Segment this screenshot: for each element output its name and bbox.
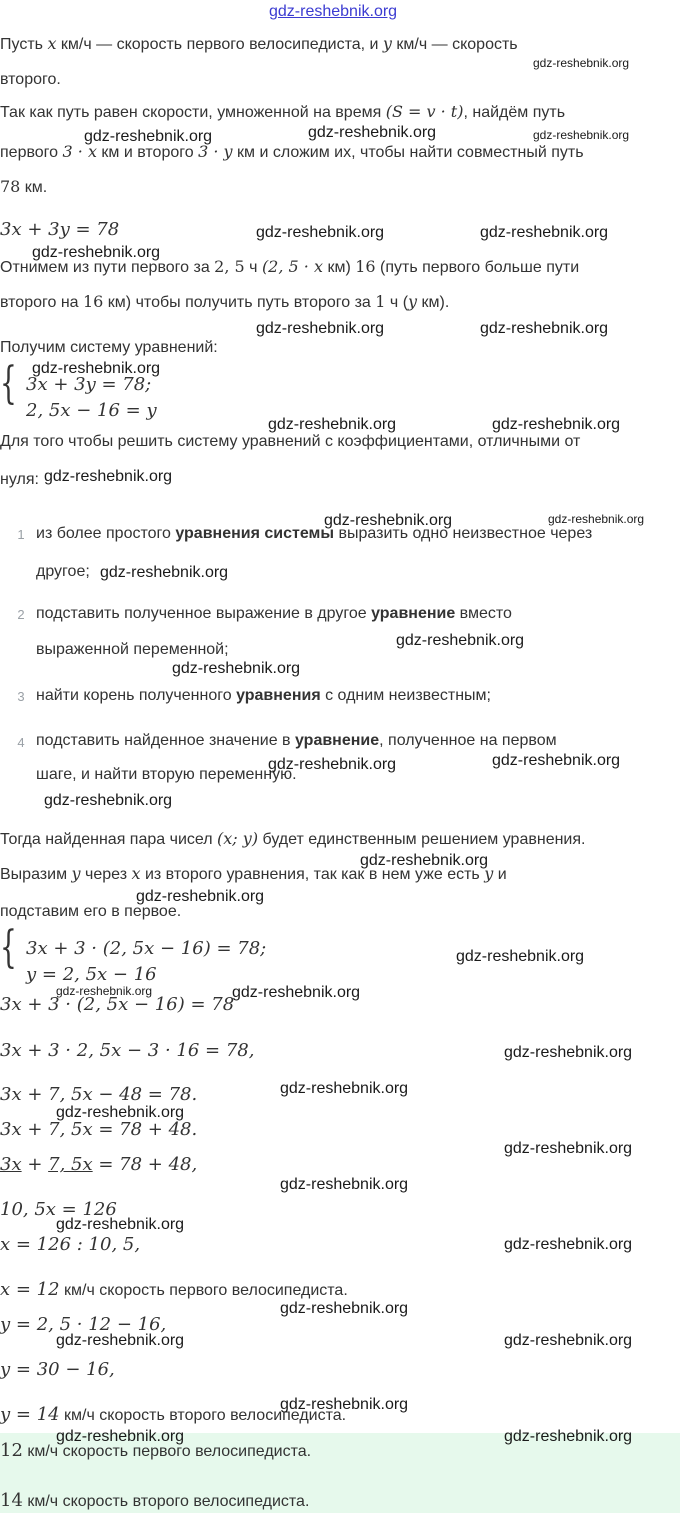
step-2-line-1: подставить полученное выражение в другое уравнение вместо xyxy=(36,605,512,622)
watermark: gdz-reshebnik.org xyxy=(56,1332,185,1349)
system1-eq-1: 3x + 3y = 78; xyxy=(26,374,152,395)
subtract-line-1: Отнимем из пути первого за 2, 5 ч (2, 5 · x км) 16 (путь первого больше пути xyxy=(0,257,580,276)
watermark: gdz-reshebnik.org xyxy=(32,360,161,377)
unique-solution-line: Тогда найденная пара чисел (x; y) будет единственным решением уравнения. xyxy=(0,829,586,848)
watermark: gdz-reshebnik.org xyxy=(504,1044,633,1061)
watermark: gdz-reshebnik.org xyxy=(480,320,609,337)
watermark: gdz-reshebnik.org xyxy=(56,1104,185,1121)
watermark: gdz-reshebnik.org xyxy=(232,984,361,1001)
watermark: gdz-reshebnik.org xyxy=(44,468,173,485)
watermark: gdz-reshebnik.org xyxy=(56,1216,185,1233)
calc-y-2: y = 30 − 16, xyxy=(0,1359,115,1380)
method-intro-line-2: нуля: xyxy=(0,471,39,488)
watermark: gdz-reshebnik.org xyxy=(533,56,630,70)
watermark: gdz-reshebnik.org xyxy=(548,512,645,526)
step-1-line-1: из более простого уравнения системы выразить одно неизвестное через xyxy=(36,525,593,542)
watermark: gdz-reshebnik.org xyxy=(396,632,525,649)
express-line-2: подставим его в первое. xyxy=(0,903,182,920)
subtract-line-2: второго на 16 км) чтобы получить путь второго за 1 ч (y км). xyxy=(0,292,450,311)
watermark: gdz-reshebnik.org xyxy=(268,756,397,773)
watermark: gdz-reshebnik.org xyxy=(32,244,161,261)
watermark: gdz-reshebnik.org xyxy=(136,888,265,905)
intro-line-2: второго. xyxy=(0,71,61,88)
system2-eq-1: 3x + 3 · (2, 5x − 16) = 78; xyxy=(26,938,267,959)
calc-y-1: y = 2, 5 · 12 − 16, xyxy=(0,1314,167,1335)
path-line-3: 78 км. xyxy=(0,177,48,196)
watermark: gdz-reshebnik.org xyxy=(308,124,437,141)
step-1-line-2: другое; xyxy=(36,563,90,580)
calc-step-4: 3x + 7, 5x = 78 + 48. xyxy=(0,1119,198,1140)
watermark: gdz-reshebnik.org xyxy=(280,1080,409,1097)
watermark: gdz-reshebnik.org xyxy=(44,792,173,809)
step-1-number: 1 xyxy=(17,527,25,542)
watermark: gdz-reshebnik.org xyxy=(280,1176,409,1193)
watermark: gdz-reshebnik.org xyxy=(504,1236,633,1253)
watermark: gdz-reshebnik.org xyxy=(100,564,229,581)
system-brace: { xyxy=(0,358,17,409)
step-4-number: 4 xyxy=(17,735,25,750)
step-4-line-2: шаге, и найти вторую переменную. xyxy=(36,766,297,783)
watermark: gdz-reshebnik.org xyxy=(280,1300,409,1317)
watermark: gdz-reshebnik.org xyxy=(324,512,453,529)
express-line-1: Выразим y через x из второго уравнения, так как в нем уже есть y и xyxy=(0,864,507,883)
watermark: gdz-reshebnik.org xyxy=(480,224,609,241)
watermark: gdz-reshebnik.org xyxy=(172,660,301,677)
equation-sum: 3x + 3y = 78 xyxy=(0,219,120,240)
path-line-2: первого 3 · x км и второго 3 · y км и сложим их, чтобы найти совместный путь xyxy=(0,142,584,161)
header-watermark-link[interactable]: gdz-reshebnik.org xyxy=(269,3,398,20)
watermark: gdz-reshebnik.org xyxy=(492,752,621,769)
x-result: x = 12 км/ч скорость первого велосипедиста. xyxy=(0,1279,348,1300)
calc-step-1: 3x + 3 · (2, 5x − 16) = 78 xyxy=(0,994,235,1015)
watermark: gdz-reshebnik.org xyxy=(492,416,621,433)
step-3-line-1: найти корень полученного уравнения с одним неизвестным; xyxy=(36,687,491,704)
system2-eq-2: y = 2, 5x − 16 xyxy=(26,964,157,985)
intro-line-1: Пусть x км/ч — скорость первого велосипедиста, и y км/ч — скорость xyxy=(0,34,518,53)
answer-line-2: 14 км/ч скорость второго велосипедиста. xyxy=(0,1490,310,1511)
calc-step-7: x = 126 : 10, 5, xyxy=(0,1234,141,1255)
step-2-number: 2 xyxy=(17,607,25,622)
calc-step-3: 3x + 7, 5x − 48 = 78. xyxy=(0,1084,198,1105)
system-intro: Получим систему уравнений: xyxy=(0,339,218,356)
step-4-line-1: подставить найденное значение в уравнение, полученное на первом xyxy=(36,732,557,749)
y-result: y = 14 км/ч скорость второго велосипедиста. xyxy=(0,1404,347,1425)
watermark: gdz-reshebnik.org xyxy=(280,1396,409,1413)
calc-step-2: 3x + 3 · 2, 5x − 3 · 16 = 78, xyxy=(0,1040,255,1061)
watermark: gdz-reshebnik.org xyxy=(504,1332,633,1349)
watermark: gdz-reshebnik.org xyxy=(533,128,630,142)
calc-step-6: 10, 5x = 126 xyxy=(0,1199,117,1220)
watermark: gdz-reshebnik.org xyxy=(504,1140,633,1157)
watermark: gdz-reshebnik.org xyxy=(56,984,153,998)
system2-brace: { xyxy=(0,922,17,973)
step-3-number: 3 xyxy=(17,689,25,704)
watermark: gdz-reshebnik.org xyxy=(456,948,585,965)
watermark: gdz-reshebnik.org xyxy=(256,224,385,241)
answer-line-1: 12 км/ч скорость первого велосипедиста. xyxy=(0,1440,312,1461)
watermark: gdz-reshebnik.org xyxy=(56,1428,185,1445)
watermark: gdz-reshebnik.org xyxy=(256,320,385,337)
method-intro-line-1: Для того чтобы решить систему уравнений с коэффициентами, отличными от xyxy=(0,433,581,450)
path-line-1: Так как путь равен скорости, умноженной на время (S = v · t), найдём путь xyxy=(0,102,566,121)
watermark: gdz-reshebnik.org xyxy=(360,852,489,869)
watermark: gdz-reshebnik.org xyxy=(268,416,397,433)
system1-eq-2: 2, 5x − 16 = y xyxy=(26,400,157,421)
step-2-line-2: выраженной переменной; xyxy=(36,641,229,658)
watermark: gdz-reshebnik.org xyxy=(504,1428,633,1445)
watermark: gdz-reshebnik.org xyxy=(84,128,213,145)
calc-step-underlined: 3x + 7, 5x = 78 + 48, xyxy=(0,1154,198,1175)
